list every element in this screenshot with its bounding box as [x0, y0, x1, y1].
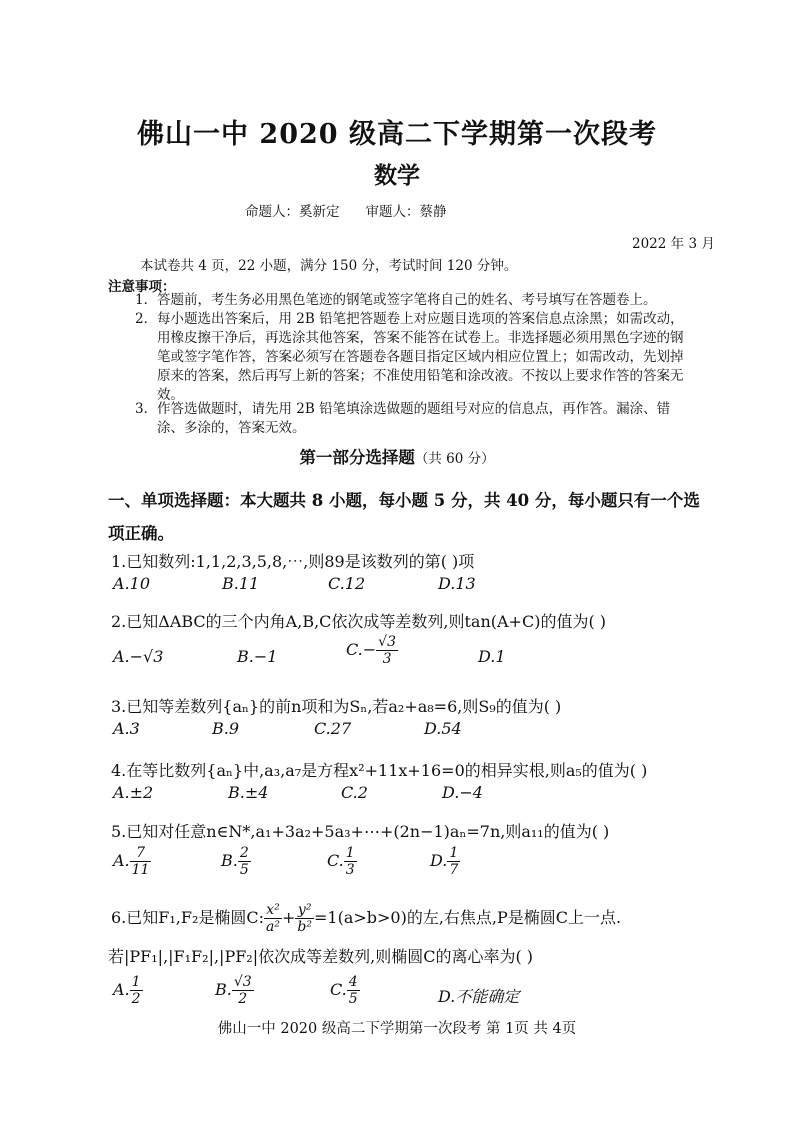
fraction-numerator: 4 [348, 974, 358, 990]
fraction-numerator: y² [295, 902, 314, 919]
q5-option-d [430, 845, 460, 878]
fraction-numerator: 2 [239, 845, 249, 861]
q5-option-c [327, 845, 357, 878]
q6-option-a [113, 974, 143, 1007]
q3-option-a: A.3 [113, 719, 140, 738]
reviewer: 审题人：蔡静 [365, 204, 447, 220]
note-number: 3． [135, 401, 158, 417]
fraction [295, 902, 314, 935]
q6-option-c [330, 974, 360, 1007]
q4-option-c: C.2 [341, 783, 368, 802]
question-4-stem: 4.在等比数列{aₙ}中,a₃,a₇是方程x²+11x+16=0的相异实根,则a₅的值为( ) [111, 761, 648, 780]
fraction-denominator: 11 [131, 862, 150, 878]
fraction [130, 974, 143, 1007]
fraction-denominator: 5 [239, 862, 249, 878]
fraction-denominator: 2 [131, 991, 141, 1007]
option-prefix: D. [430, 851, 448, 870]
q6-option-d: D.不能确定 [438, 987, 520, 1006]
note-item [135, 400, 695, 438]
q2-option-a: A.−√3 [113, 647, 164, 666]
fraction [347, 974, 360, 1007]
fraction-denominator: 3 [382, 651, 392, 667]
q6-option-b [215, 974, 254, 1007]
question-6-stem [111, 902, 621, 935]
fraction-numerator: x² [264, 902, 282, 919]
question-6-stem-line2: 若|PF₁|,|F₁F₂|,|PF₂|依次成等差数列,则椭圆C的离心率为( ) [108, 947, 534, 966]
q2-option-d: D.1 [478, 647, 506, 666]
q1-option-d: D.13 [438, 574, 476, 593]
option-prefix: C. [330, 980, 347, 999]
q1-option-a: A.10 [113, 574, 150, 593]
fraction [344, 845, 357, 878]
q5-option-b [221, 845, 251, 878]
fraction-denominator: 2 [238, 991, 248, 1007]
author: 命题人：奚新定 [245, 204, 340, 220]
q3-option-d: D.54 [424, 719, 462, 738]
q3-option-b: B.9 [212, 719, 240, 738]
note-number: 1． [135, 292, 158, 308]
fraction [447, 845, 460, 878]
note-text: 每小题选出答案后，用 2B 铅笔把答题卷上对应题目选项的答案信息点涂黑；如需改动，用橡皮擦干净后，再选涂其他答案，答案不能答在试卷上。非选择题必须用黑色字迹的钢笔或签字笔作答，答案必须写在答题卷各题目指定区域内相应位置上；如需改动，先划掉原来的答案，然后再写上新的答案；不准使用铅笔和涂改液。不按以上要求作答的答案无效。 [157, 311, 684, 403]
fraction-denominator: 3 [345, 862, 355, 878]
fraction [130, 845, 152, 878]
part-title-text: 第一部分选择题 [299, 448, 415, 467]
option-prefix: A. [113, 980, 130, 999]
note-text: 答题前，考生务必用黑色笔迹的钢笔或签字笔将自己的姓名、考号填写在答题卷上。 [157, 292, 657, 308]
part-score: （共 60 分） [414, 451, 495, 467]
q5-option-a [113, 845, 151, 878]
fraction-numerator: √3 [233, 974, 252, 990]
part-title [0, 444, 794, 468]
note-item [135, 291, 695, 310]
fraction [238, 845, 251, 878]
q2-option-c-prefix: C.− [346, 640, 377, 659]
fraction-denominator: b² [297, 919, 312, 935]
fraction [376, 634, 398, 667]
q1-option-c: C.12 [328, 574, 366, 593]
q3-option-c: C.27 [314, 719, 352, 738]
exam-title: 佛山一中 2020 级高二下学期第一次段考 [137, 119, 657, 150]
exam-intro: 本试卷共 4 页，22 小题，满分 150 分，考试时间 120 分钟。 [140, 258, 518, 274]
author-line [245, 200, 473, 220]
option-prefix: B. [215, 980, 232, 999]
plus-sign: + [282, 908, 296, 927]
fraction-numerator: 1 [449, 845, 459, 861]
option-prefix: A. [113, 851, 130, 870]
note-number: 2． [135, 311, 158, 327]
q2-option-b: B.−1 [237, 647, 278, 666]
q2-option-c [346, 634, 398, 667]
stem-text: 6.已知F₁,F₂是椭圆C: [111, 908, 265, 927]
fraction-denominator: a² [266, 919, 280, 935]
note-item [135, 310, 695, 405]
fraction-numerator: √3 [378, 634, 396, 650]
q4-option-d: D.−4 [442, 783, 483, 802]
fraction-numerator: 1 [345, 845, 355, 861]
option-prefix: B. [221, 851, 238, 870]
q1-option-b: B.11 [222, 574, 260, 593]
q4-option-b: B.±4 [228, 783, 269, 802]
question-3-stem: 3.已知等差数列{aₙ}的前n项和为Sₙ,若a₂+a₈=6,则S₉的值为( ) [111, 697, 562, 716]
exam-date: 2022 年 3 月 [632, 236, 715, 252]
fraction-numerator: 7 [130, 845, 152, 862]
page-footer: 佛山一中 2020 级高二下学期第一次段考 第 1页 共 4页 [217, 1021, 577, 1037]
question-1-stem: 1.已知数列:1,1,2,3,5,8,⋯,则89是该数列的第( )项 [111, 552, 475, 571]
notes-heading: 注意事项： [108, 279, 176, 295]
option-prefix: C. [327, 851, 344, 870]
q4-option-a: A.±2 [113, 783, 154, 802]
stem-text: =1(a>b>0)的左,右焦点,P是椭圆C上一点. [313, 908, 622, 927]
section-heading: 一、单项选择题：本大题共 8 小题，每小题 5 分，共 40 分，每小题只有一个选项正确。 [108, 491, 700, 543]
fraction [232, 974, 254, 1007]
note-text: 作答选做题时，请先用 2B 铅笔填涂选做题的题组号对应的信息点，再作答。漏涂、错涂、多涂的，答案无效。 [157, 401, 671, 436]
fraction-denominator: 7 [449, 862, 459, 878]
subject-title: 数学 [374, 162, 420, 189]
fraction [264, 902, 282, 935]
question-2-stem: 2.已知ΔABC的三个内角A,B,C依次成等差数列,则tan(A+C)的值为( ) [111, 612, 607, 631]
fraction-denominator: 5 [348, 991, 358, 1007]
fraction-numerator: 1 [131, 974, 141, 990]
question-5-stem: 5.已知对任意n∈N*,a₁+3a₂+5a₃+⋯+(2n−1)aₙ=7n,则a₁₁的值为( ) [111, 822, 610, 841]
